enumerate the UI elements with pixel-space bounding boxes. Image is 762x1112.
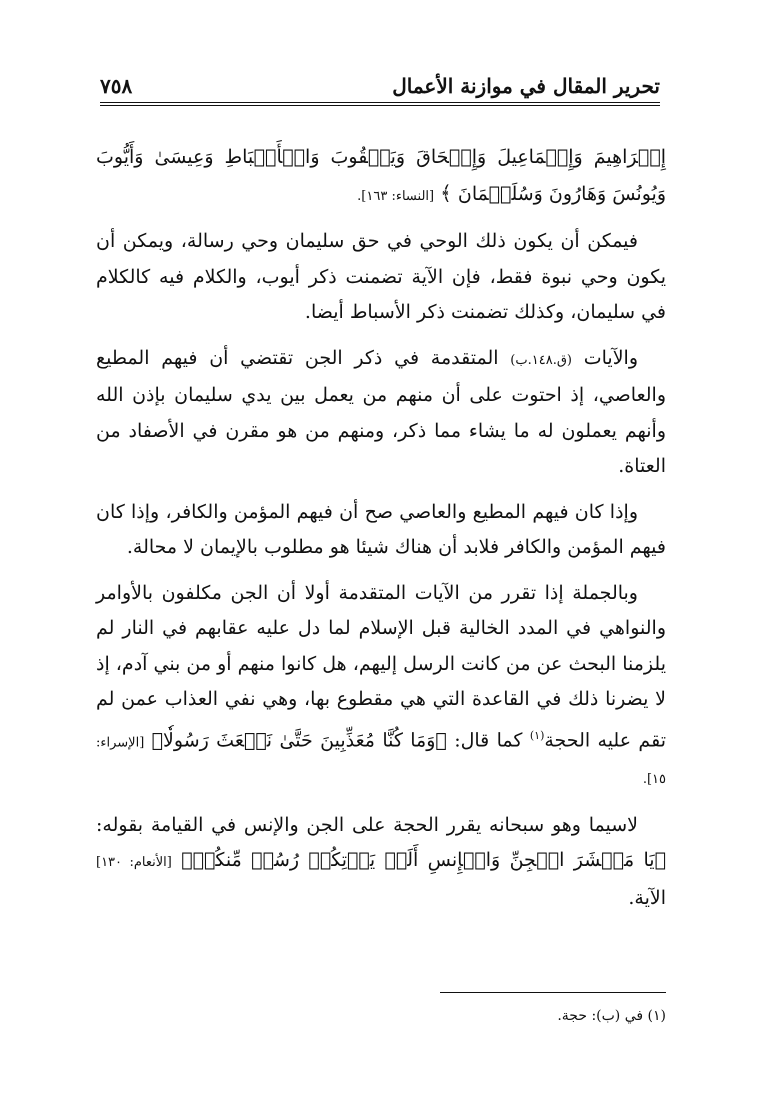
manuscript-marker: (ق.١٤٨.ب) xyxy=(510,352,572,368)
footnote-rule xyxy=(440,992,666,993)
verse-close-bracket: ﴾ xyxy=(440,180,452,205)
main-text xyxy=(96,140,666,926)
paragraph-3 xyxy=(96,341,666,485)
paragraph-5 xyxy=(96,576,666,798)
quran-verse: إِبۡرَاهِيمَ وَإِسۡمَاعِيلَ وَإِسۡحَاقَ وَيَعۡقُوبَ وَالۡأَسۡبَاطِ وَعِيسَىٰ وَأَيُّوبَ وَيُونُسَ وَهَارُونَ وَسُلَيۡمَانَ xyxy=(96,146,666,205)
verse-reference-isra: [الإسراء: ١٥]. xyxy=(96,734,666,788)
page-header xyxy=(100,58,660,98)
running-title: تحرير المقال في موازنة الأعمال xyxy=(392,74,660,98)
page-number: ٧٥٨ xyxy=(100,74,133,98)
paragraph-3-rest: المتقدمة في ذكر الجن تقتضي أن فيهم المطيع والعاصي، إذ احتوت على أن منهم من يعمل بين يدي سليمان بإذن الله وأنهم يعملون له ما يشاء مما ذكر، ومنهم من هو مقرن في الأصفاد من العتاة. xyxy=(96,346,666,477)
paragraph-4: وإذا كان فيهم المطيع والعاصي صح أن فيهم المؤمن والكافر، وإذا كان فيهم المؤمن والكافر فلابد أن هناك شيئا هو مطلوب بالإيمان لا محالة. xyxy=(96,500,666,558)
paragraph-2: فيمكن أن يكون ذلك الوحي في حق سليمان وحي رسالة، ويمكن أن يكون وحي نبوة فقط، فإن الآية تضمنت ذكر أيوب، والكلام فيه كالكلام في سليمان، وكذلك تضمنت ذكر الأسباط أيضا. xyxy=(96,230,666,323)
header-rule xyxy=(100,102,660,106)
quran-verse-isra: ﴿وَمَا كُنَّا مُعَذِّبِينَ حَتَّىٰ نَبۡعَثَ رَسُولٗا﴾ xyxy=(151,728,447,751)
quran-verse-anam: ﴿يَا مَعۡشَرَ الۡجِنِّ وَالۡإِنسِ أَلَمۡ يَأۡتِكُمۡ رُسُلٞ مِّنكُمۡ﴾ xyxy=(181,849,666,872)
paragraph-5-start: وبالجملة إذا تقرر من الآيات المتقدمة أولا أن الجن مكلفون بالأوامر والنواهي في المدد الخالية قبل الإسلام لما دل عليه عقابهم في النار لم يلزمنا البحث عن من كانت الرسل إليهم، هل كانوا منهم أو من بني آدم، إذ لا يضرنا ذلك في القاعدة التي هي مقطوع بها، وهي نفي العذاب عمن لم تقم عليه الحجة xyxy=(96,581,666,751)
paragraph-5-mid: كما قال: xyxy=(454,728,523,751)
paragraph-6-end: الآية. xyxy=(628,886,666,909)
paragraph-6 xyxy=(96,808,666,917)
paragraph-6-start: لاسيما وهو سبحانه يقرر الحجة على الجن والإنس في القيامة بقوله: xyxy=(96,813,638,836)
paragraph-3-start: والآيات xyxy=(583,346,638,369)
paragraph-verse-nisa xyxy=(96,140,666,214)
verse-reference: [النساء: ١٦٣]. xyxy=(357,188,435,204)
footnote: (١) في (ب): حجة. xyxy=(557,1008,666,1024)
verse-reference-anam: [الأنعام: ١٣٠] xyxy=(96,855,172,871)
footnote-marker: (١) xyxy=(529,728,545,742)
